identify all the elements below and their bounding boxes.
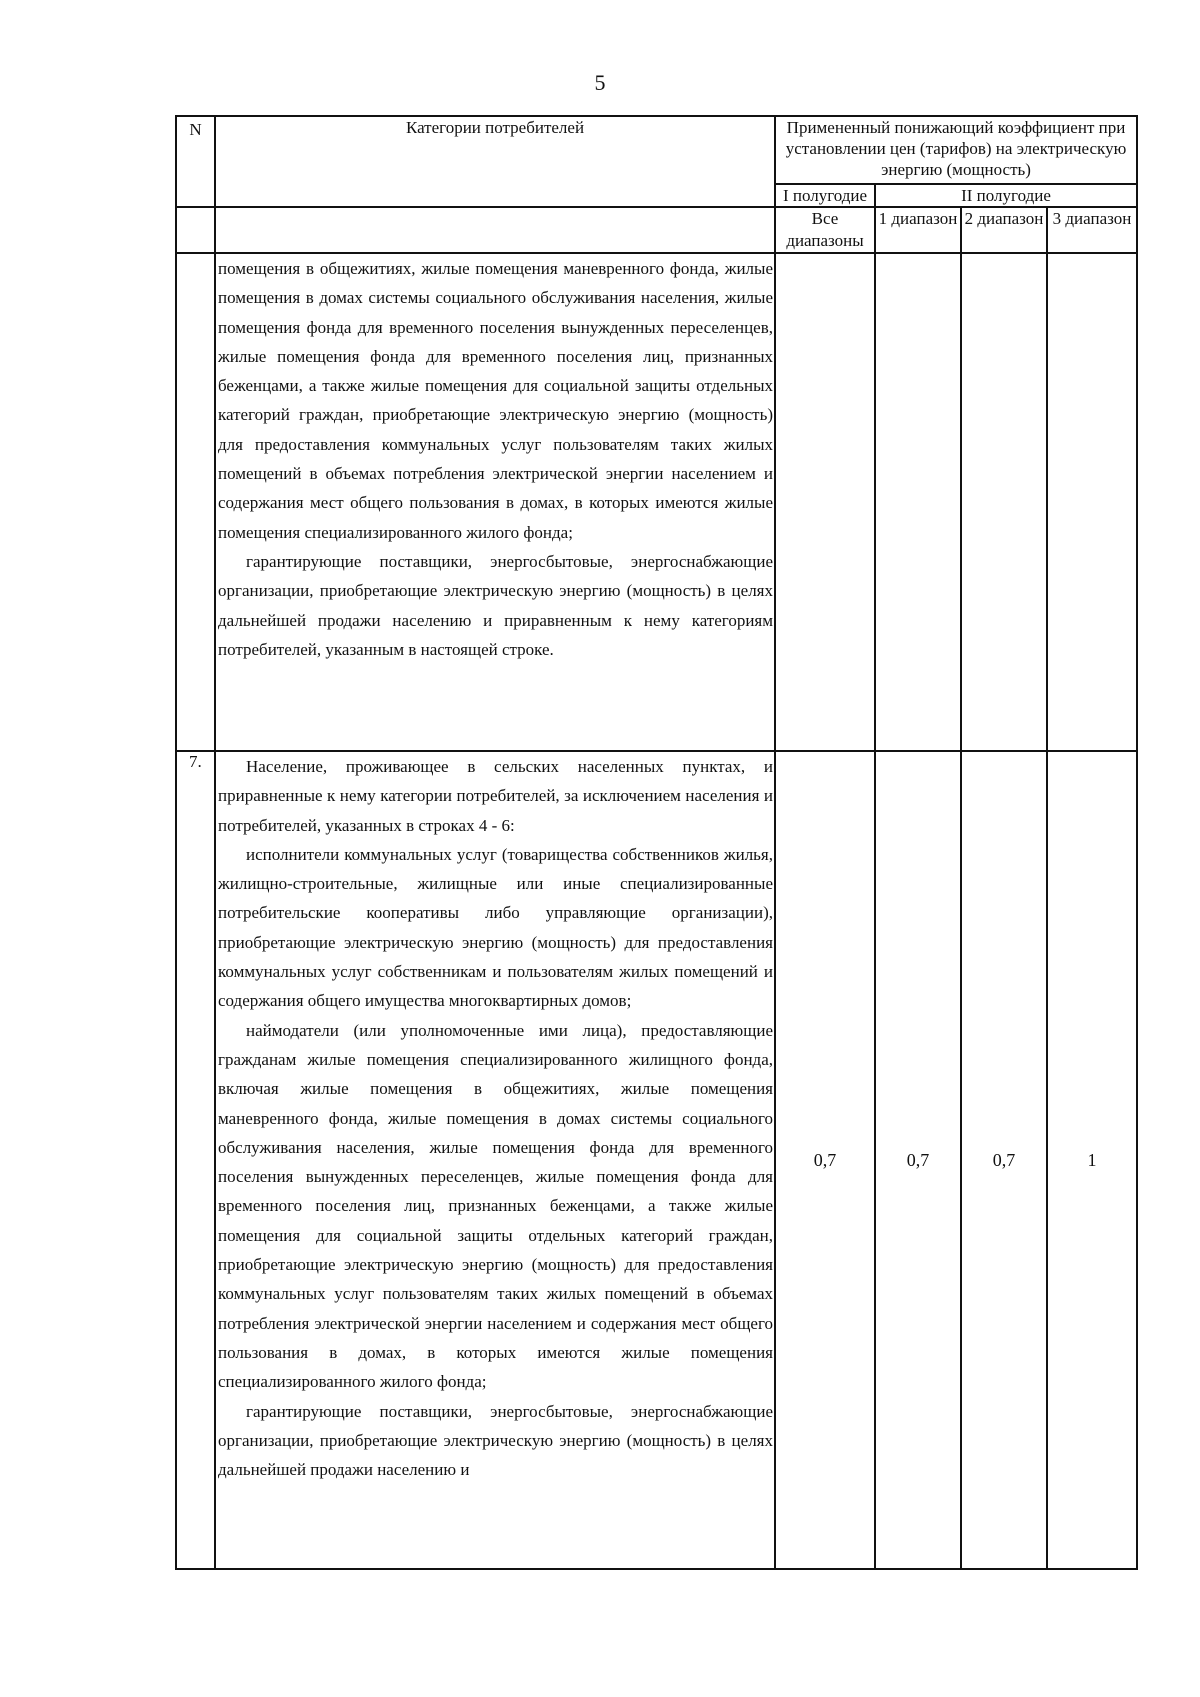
value-all [775, 253, 875, 751]
value-range-2: 0,7 [961, 751, 1047, 1569]
header-category-empty [215, 207, 775, 253]
value-range-3 [1047, 253, 1137, 751]
category-paragraph: исполнители коммунальных услуг (товарищества собственников жилья, жилищно-строительные, жилищные или иные специализированные потребительские кооперативы либо управляющие организации), приобретающие электрическую энергию (мощность) для предоставления коммунальных услуг собственникам и пользователям жилых помещений и содержания общего имущества многоквартирных домов; [218, 844, 773, 1011]
page-number: 5 [594, 70, 606, 95]
category-paragraph: Население, проживающее в сельских населенных пунктах, и приравненные к нему категории потребителей, за исключением населения и потребителей, указанных в строках 4 - 6: [218, 757, 773, 835]
row-number: 7. [176, 751, 215, 1569]
table-row [176, 751, 1137, 1569]
value-range-3: 1 [1047, 751, 1137, 1569]
header-n: N [176, 116, 215, 207]
category-cell [215, 751, 775, 1569]
header-n-empty [176, 207, 215, 253]
category-paragraph: наймодатели (или уполномоченные ими лица), предоставляющие гражданам жилые помещения специализированного жилищного фонда, включая жилые помещения в общежитиях, жилые помещения маневренного фонда, жилые помещения в домах системы социального обслуживания населения, жилые помещения фонда для временного поселения вынужденных переселенцев, жилые помещения фонда для временного поселения лиц, признанных беженцами, а также жилые помещения для социальной защиты отдельных категорий граждан, приобретающие электрическую энергию (мощность) для предоставления коммунальных услуг пользователям таких жилых помещений в объемах потребления электрической энергии населением и содержания мест общего пользования в домах, в которых имеются жилые помещения специализированного жилого фонда; [218, 1020, 773, 1392]
header-half-2: II полугодие [875, 184, 1137, 207]
value-range-1 [875, 253, 961, 751]
category-paragraph: помещения в общежитиях, жилые помещения маневренного фонда, жилые помещения в домах системы социального обслуживания населения, жилые помещения фонда для временного поселения вынужденных переселенцев, жилые помещения фонда для временного поселения лиц, признанных беженцами, а также жилые помещения для социальной защиты отдельных категорий граждан, приобретающие электрическую энергию (мощность) для предоставления коммунальных услуг пользователям таких жилых помещений в объемах потребления электрической энергии населением и содержания мест общего пользования в домах, в которых имеются жилые помещения специализированного жилого фонда; [218, 259, 773, 542]
row-number [176, 253, 215, 751]
header-col-1: 1 диапазон [875, 207, 961, 253]
header-category: Категории потребителей [215, 116, 775, 207]
category-paragraph: гарантирующие поставщики, энергосбытовые, энергоснабжающие организации, приобретающие электрическую энергию (мощность) в целях дальнейшей продажи населению и приравненным к нему категориям потребителей, указанным в настоящей строке. [218, 551, 773, 659]
header-half-1: I полугодие [775, 184, 875, 207]
coefficients-table [175, 115, 1138, 1570]
header-coefficient: Примененный понижающий коэффициент при установлении цен (тарифов) на электрическую энергию (мощность) [775, 116, 1137, 184]
category-paragraph: гарантирующие поставщики, энергосбытовые, энергоснабжающие организации, приобретающие электрическую энергию (мощность) в целях дальнейшей продажи населению и [218, 1401, 773, 1480]
table-row [176, 253, 1137, 751]
header-col-3: 3 диапазон [1047, 207, 1137, 253]
value-all: 0,7 [775, 751, 875, 1569]
value-range-2 [961, 253, 1047, 751]
category-cell [215, 253, 775, 751]
header-col-all: Все диапазоны [775, 207, 875, 253]
value-range-1: 0,7 [875, 751, 961, 1569]
header-col-2: 2 диапазон [961, 207, 1047, 253]
